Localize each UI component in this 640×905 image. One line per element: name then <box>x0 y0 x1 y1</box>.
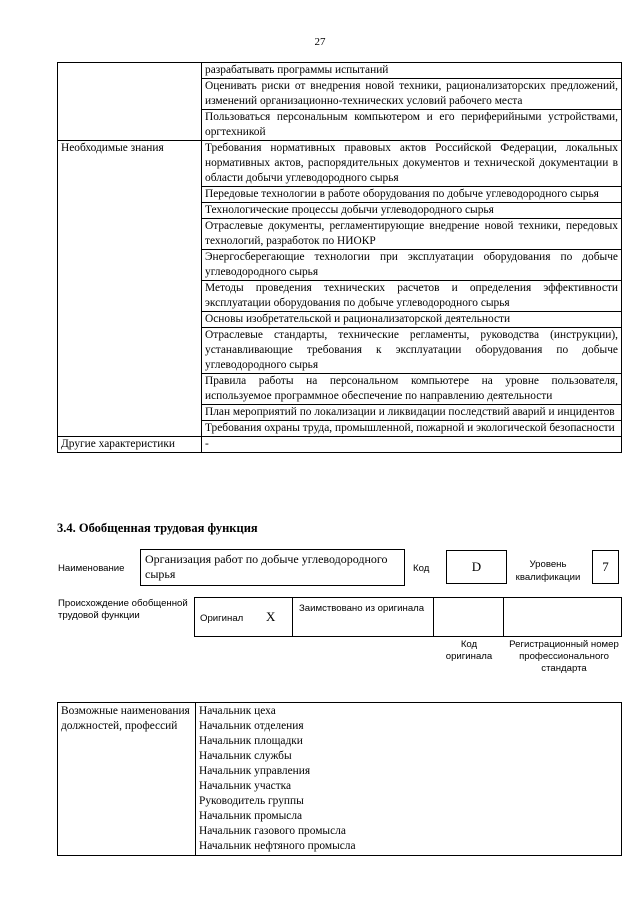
name-value: Организация работ по добыче углеводородного сырья <box>145 552 388 581</box>
row-text: Отраслевые документы, регламентирующие внедрение новой техники, передовых технологий, разработок по НИОКР <box>202 219 622 250</box>
borrowed-label: Заимствовано из оригинала <box>299 603 425 614</box>
level-label: Уровень квалификации <box>515 559 581 583</box>
table-row <box>58 437 622 453</box>
origin-divider-3 <box>503 597 504 637</box>
row-text: разрабатывать программы испытаний <box>202 63 622 79</box>
row-text: Требования охраны труда, промышленной, пожарной и экологической безопасности <box>202 421 622 437</box>
skills-knowledge-table <box>57 62 622 453</box>
origin-label: Происхождение обобщенной трудовой функции <box>58 598 188 621</box>
table-row <box>58 141 622 187</box>
name-label: Наименование <box>58 563 125 574</box>
position-item: Руководитель группы <box>199 795 304 807</box>
original-mark: X <box>266 609 276 624</box>
positions-label: Возможные наименования должностей, профессий <box>58 703 196 856</box>
level-value: 7 <box>592 550 619 584</box>
row-text: - <box>202 437 622 453</box>
row-label: Необходимые знания <box>58 141 202 437</box>
row-label: Другие характеристики <box>58 437 202 453</box>
positions-table <box>57 702 622 856</box>
row-text: Отраслевые стандарты, технические регламенты, руководства (инструкции), устанавливающие требования к эксплуатации оборудования по добыче углеводородного сырья <box>202 328 622 374</box>
position-item: Начальник управления <box>199 765 311 777</box>
row-text: Требования нормативных правовых актов Российской Федерации, локальных нормативных актов, распорядительных документов и технической документации в области добычи углеводородного сырья <box>202 141 622 187</box>
row-text: План мероприятий по локализации и ликвидации последствий аварий и инцидентов <box>202 405 622 421</box>
original-label: Оригинал <box>200 613 244 624</box>
reg-number-label: Регистрационный номер профессионального стандарта <box>509 639 619 674</box>
position-item: Начальник отделения <box>199 720 304 732</box>
origin-divider-1 <box>292 597 293 637</box>
row-text: Основы изобретательской и рационализаторской деятельности <box>202 312 622 328</box>
row-text: Пользоваться персональным компьютером и его периферийными устройствами, оргтехникой <box>202 110 622 141</box>
position-item: Начальник нефтяного промысла <box>199 840 356 852</box>
row-text: Энергосберегающие технологии при эксплуатации оборудования по добыче углеводородного сырья <box>202 250 622 281</box>
row-text: Передовые технологии в работе оборудования по добыче углеводородного сырья <box>202 187 622 203</box>
row-text: Оценивать риски от внедрения новой техники, рационализаторских предложений, изменений организационно-технических условий рабочего места <box>202 79 622 110</box>
row-text: Правила работы на персональном компьютере на уровне пользователя, используемое программное обеспечение по направлению деятельности <box>202 374 622 405</box>
code-original-label: Код оригинала <box>445 639 493 662</box>
position-item: Начальник промысла <box>199 810 303 822</box>
row-text: Методы проведения технических расчетов и определения эффективности эксплуатации оборудования по добыче углеводородного сырья <box>202 281 622 312</box>
row-text: Технологические процессы добычи углеводородного сырья <box>202 203 622 219</box>
section-title: 3.4. Обобщенная трудовая функция <box>57 521 258 535</box>
code-value: D <box>446 550 507 584</box>
position-item: Начальник участка <box>199 780 292 792</box>
positions-list <box>196 703 622 856</box>
position-item: Начальник цеха <box>199 705 276 717</box>
position-item: Начальник службы <box>199 750 292 762</box>
page-number: 27 <box>314 36 326 48</box>
code-label: Код <box>413 563 430 574</box>
position-item: Начальник площадки <box>199 735 303 747</box>
origin-divider-2 <box>433 597 434 637</box>
name-value-box <box>140 549 405 586</box>
row-label <box>58 63 202 141</box>
table-row <box>58 703 622 856</box>
position-item: Начальник газового промысла <box>199 825 346 837</box>
table-row <box>58 63 622 79</box>
